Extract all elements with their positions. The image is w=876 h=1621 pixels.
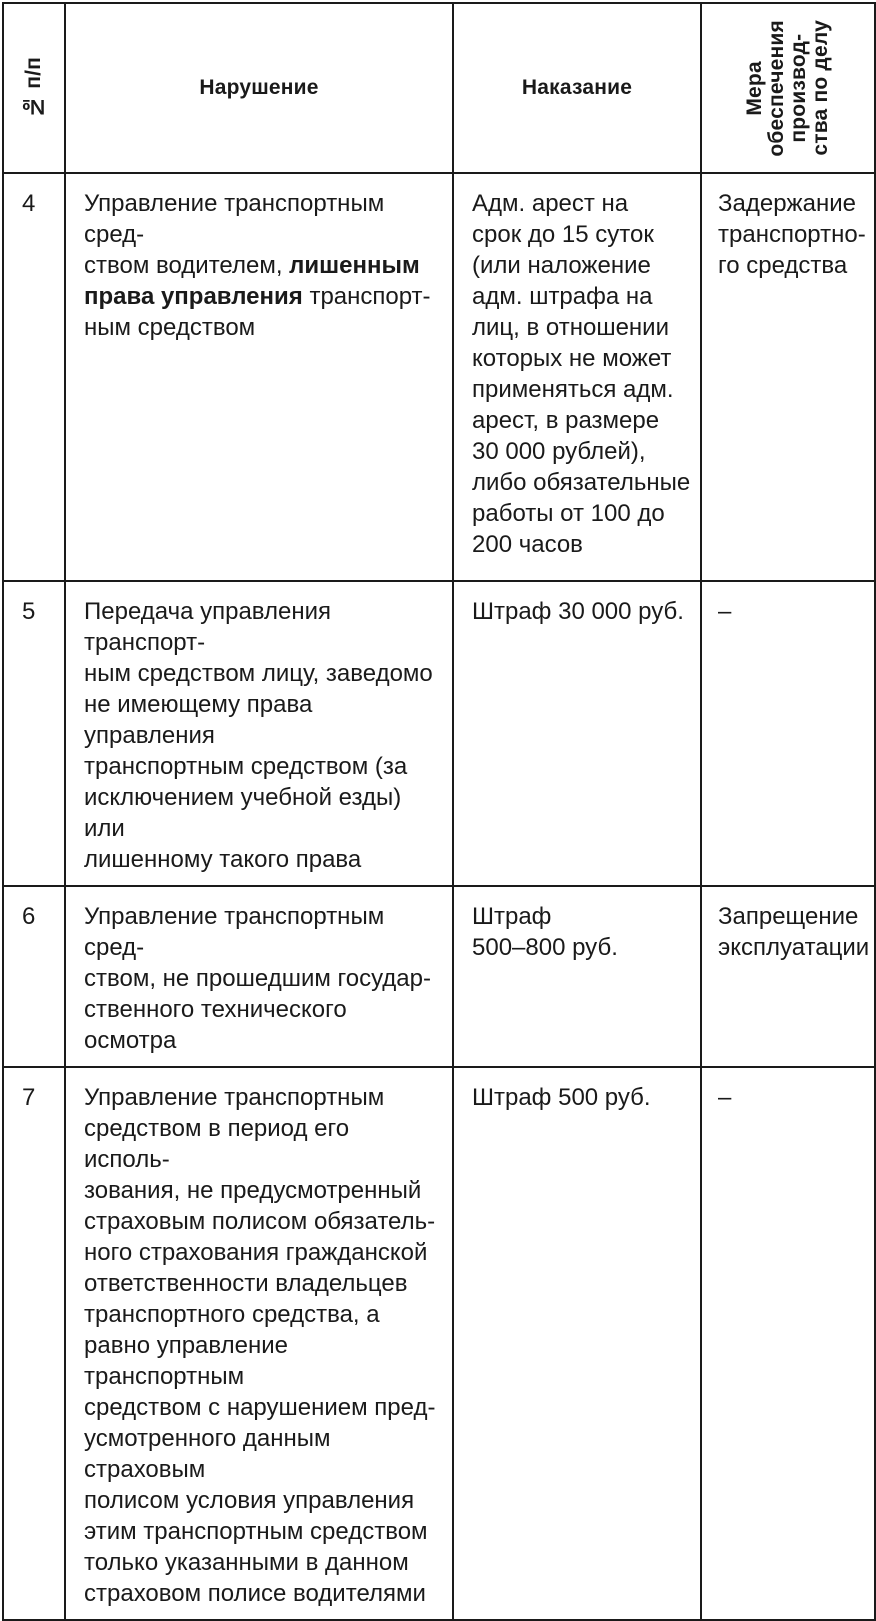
violation-cell <box>65 886 453 1067</box>
violation-text: Управление транспортным средством в период его исполь- зования, не предусмотренный страховым полисом обязатель- ного страхования гражданской ответственности владельцев транспортного средства, а равно управление транспортным средством с нарушением пред- усмотренного данным страховым полисом условия управления этим транспортным средством только указанными в данном страховом полисе водителями <box>84 1084 436 1607</box>
row-number: 7 <box>22 1084 36 1111</box>
violation-text <box>66 174 452 353</box>
measure-text: Запрещение эксплуатации <box>718 903 870 961</box>
measure-text: – <box>718 1084 732 1111</box>
measure-text: – <box>718 598 732 625</box>
violation-text: Передача управления транспорт- ным средством лицу, заведомо не имеющему права управления транспортным средством (за исключением учебной езды) или лишенному такого права <box>84 598 433 873</box>
violation-cell <box>65 173 453 581</box>
violation-cell <box>65 1067 453 1620</box>
violation-cell <box>65 581 453 886</box>
violations-table <box>2 2 874 1607</box>
header-num <box>3 3 65 173</box>
measure-cell <box>701 886 875 1067</box>
row-number: 4 <box>22 190 36 217</box>
punishment-cell <box>453 173 701 581</box>
header-measure <box>701 3 875 173</box>
row-number-cell <box>3 581 65 886</box>
header-num-label: № п/п <box>22 57 45 119</box>
violation-text: Управление транспортным сред- ством, не прошедшим государ- ственного технического осмотра <box>84 903 431 1054</box>
violation-text-part: Управление транспортным сред- ством водителем, <box>84 190 385 279</box>
row-number: 6 <box>22 903 36 930</box>
row-number-cell <box>3 173 65 581</box>
row-number-cell <box>3 886 65 1067</box>
table-row <box>3 173 875 581</box>
row-number: 5 <box>22 598 36 625</box>
table-row <box>3 886 875 1067</box>
table-header-row <box>3 3 875 173</box>
punishment-text: Штраф 500–800 руб. <box>472 903 618 961</box>
punishment-cell <box>453 886 701 1067</box>
table-row <box>3 581 875 886</box>
header-violation: Нарушение <box>65 3 453 173</box>
measure-cell <box>701 1067 875 1620</box>
measure-text: Задержание транспортно- го средства <box>718 190 866 279</box>
header-punishment: Наказание <box>453 3 701 173</box>
violation-text-emphasis: лишенным права управления <box>84 252 420 310</box>
measure-cell <box>701 581 875 886</box>
punishment-text: Адм. арест на срок до 15 суток (или наложение адм. штрафа на лиц, в отношении которых не может применяться адм. арест, в размере 30 000 рублей), либо обязательные работы от 100 до 200 часов <box>472 190 691 558</box>
violations-table-grid <box>2 2 876 1621</box>
header-measure-label: Мера обеспечения производ- ства по делу <box>743 19 832 157</box>
table-row <box>3 1067 875 1620</box>
row-number-cell <box>3 1067 65 1620</box>
punishment-text: Штраф 30 000 руб. <box>472 598 684 625</box>
measure-cell <box>701 173 875 581</box>
punishment-cell <box>453 1067 701 1620</box>
punishment-cell <box>453 581 701 886</box>
violation-text-part: транспорт- ным средством <box>84 283 431 341</box>
punishment-text: Штраф 500 руб. <box>472 1084 651 1111</box>
